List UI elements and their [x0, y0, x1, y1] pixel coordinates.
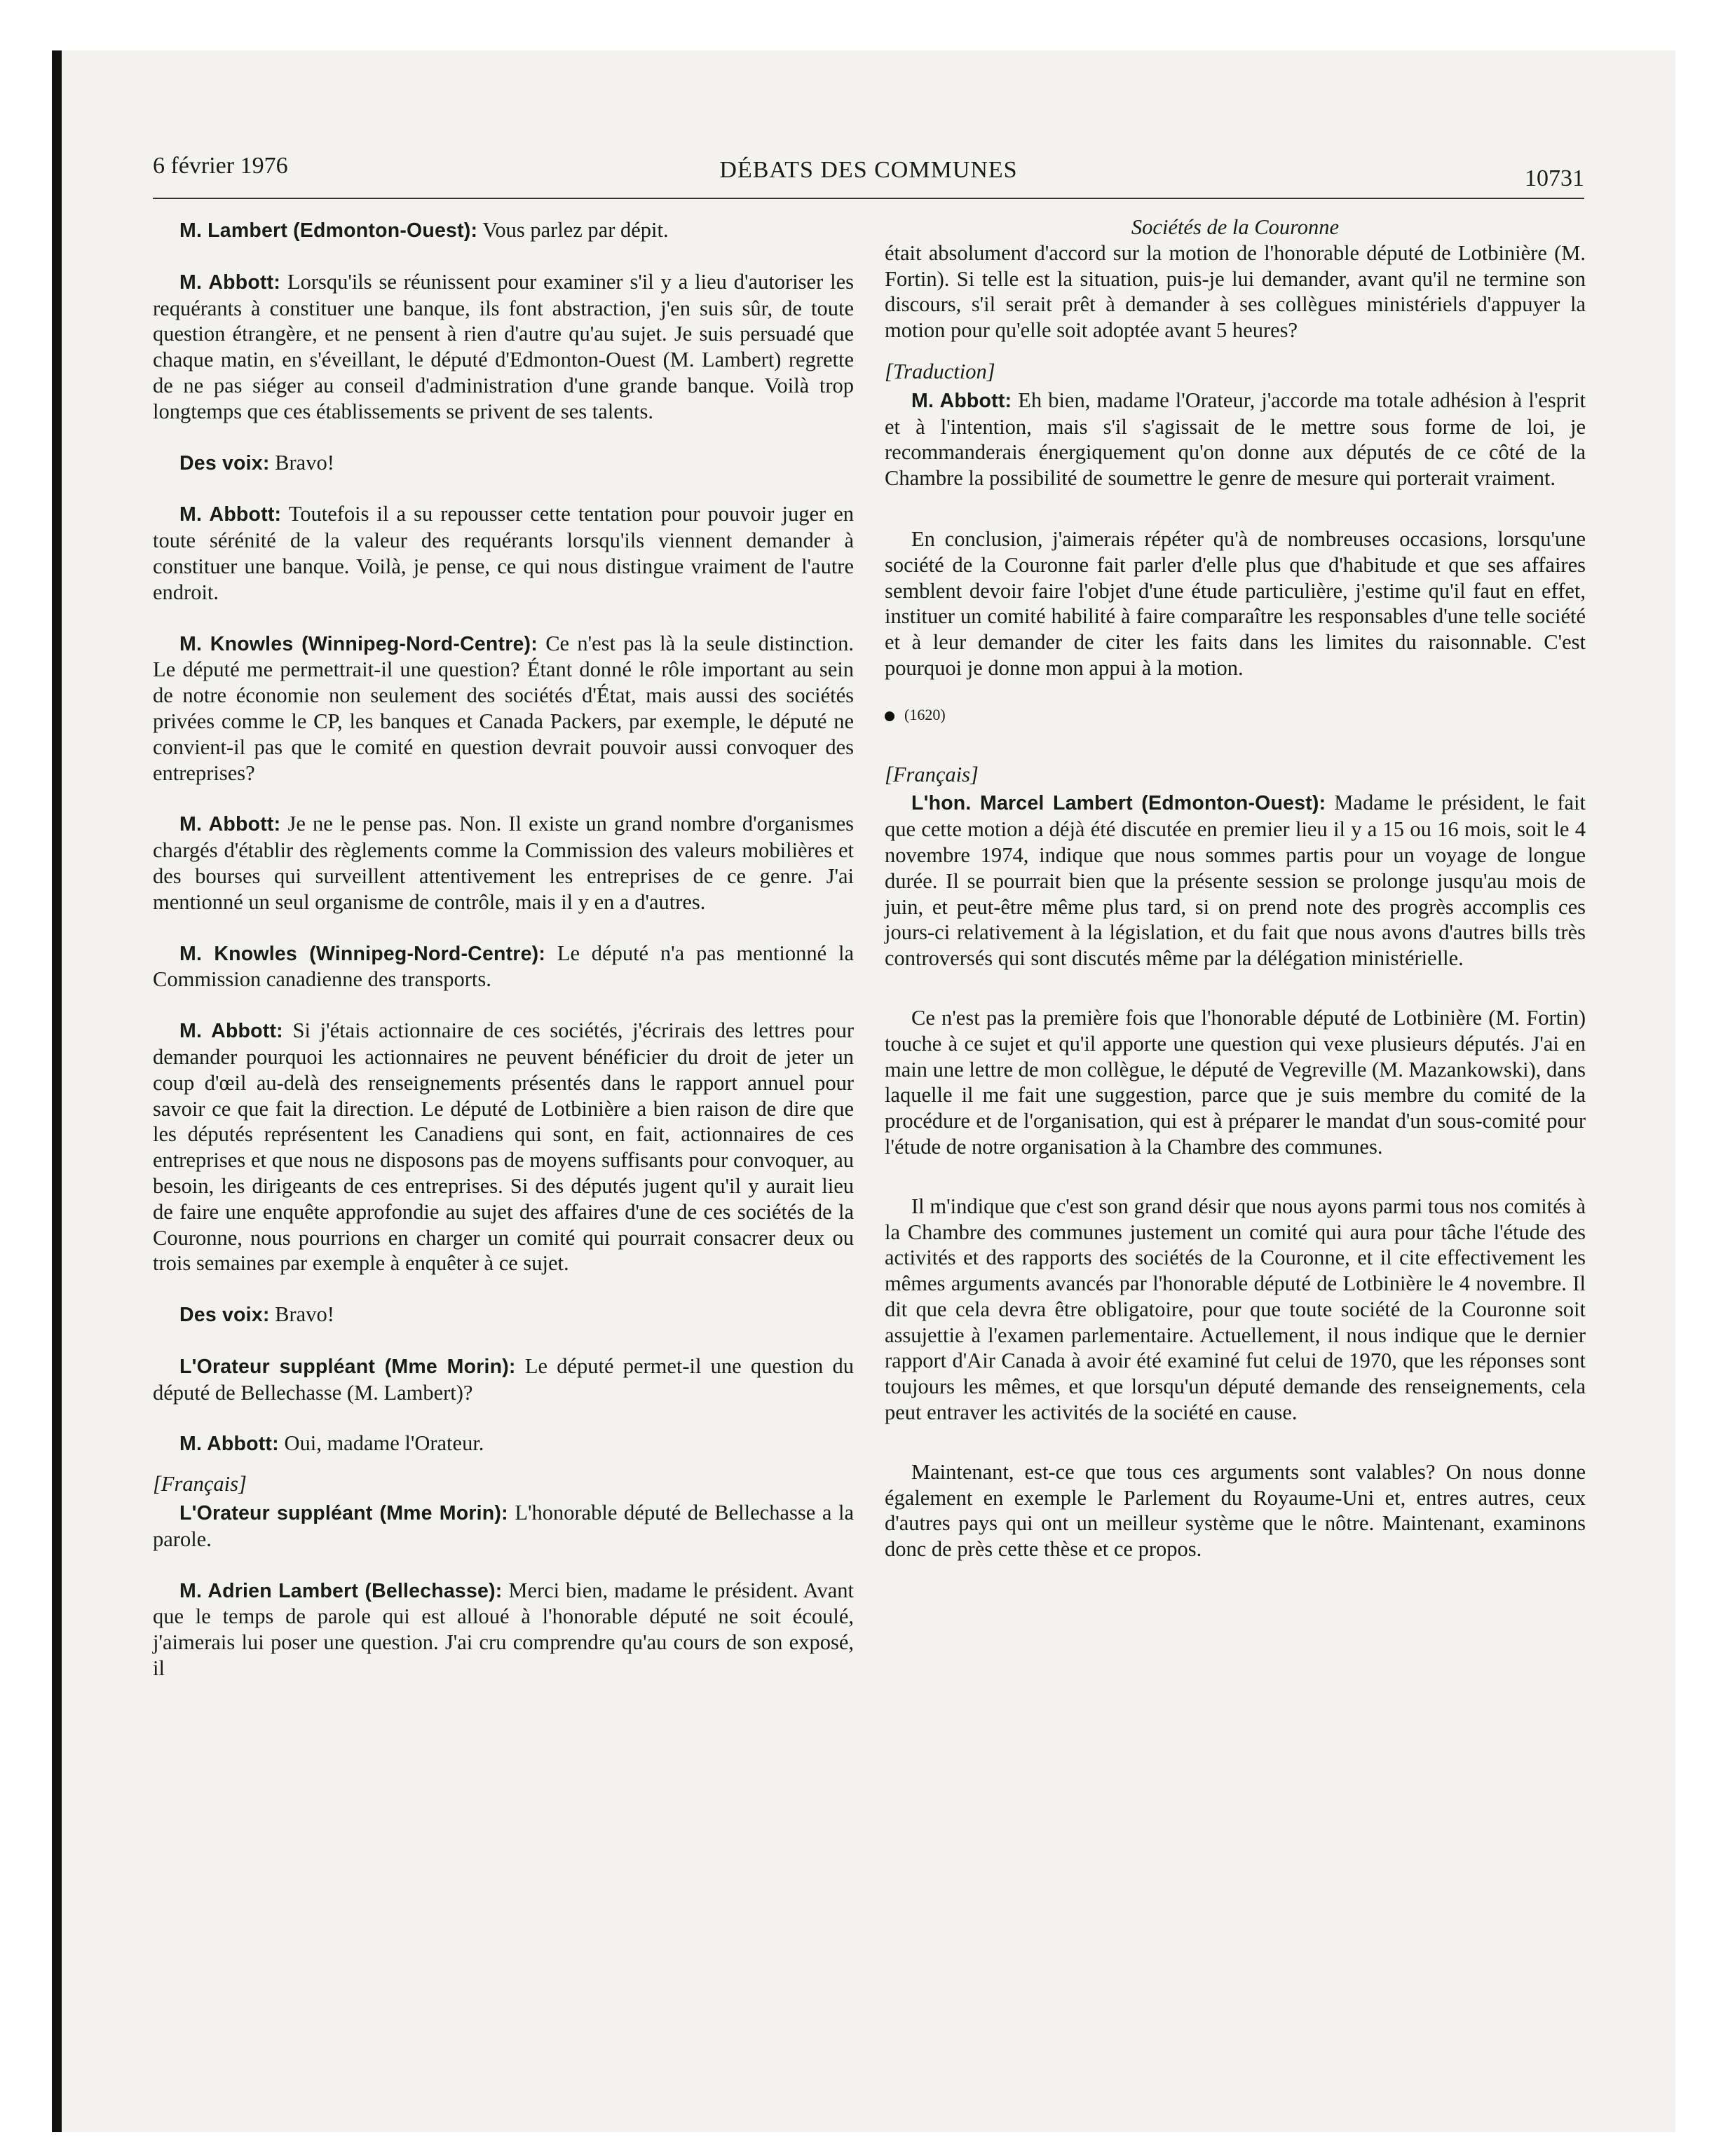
paragraph: [885, 388, 1586, 491]
speech-text: était absolument d'accord sur la motion de l'honorable député de Lotbinière (M. Fortin). Si telle est la situation, puis-je lui demander, avant qu'il ne termine son discours, s'il serait prêt à demander à ses collègues ministériels d'appuyer la motion pour qu'elle soit adoptée avant 5 heures?: [885, 240, 1586, 343]
language-tag: [Français]: [885, 762, 979, 786]
speaker-name: M. Abbott:: [911, 389, 1012, 412]
speaker-name: M. Knowles (Winnipeg-Nord-Centre):: [179, 942, 546, 965]
speaker-name: M. Abbott:: [179, 271, 281, 294]
speech-text: Le député permet-il une question du député de Bellechasse (M. Lambert)?: [153, 1353, 854, 1405]
paragraph: [153, 450, 854, 477]
speech-text: Madame le président, le fait que cette motion a déjà été discutée en premier lieu il y a 15 ou 16 mois, soit le 4 novembre 1974, indique que nous sommes partis pour un voyage de longue durée. Il se pourrait bien que la présente session se prolonge jusqu'au mois de juin, et peut-être même plus tard, si on prend note des progrès accomplis ces jours-ci relativement à la législation, et du fait que nous avons d'autres bills très controversés qui sont discutés même par la délégation ministérielle.: [885, 791, 1586, 971]
paragraph: [153, 1431, 854, 1457]
speaker-name: Des voix:: [179, 451, 270, 475]
right-column: [885, 214, 1586, 1562]
paragraph: [153, 631, 854, 786]
speaker-name: M. Abbott:: [179, 503, 282, 526]
speech-text: L'honorable député de Bellechasse a la parole.: [153, 1501, 855, 1551]
speech-text: Bravo!: [269, 450, 334, 475]
paragraph: [885, 1459, 1586, 1562]
paragraph: [153, 811, 854, 915]
speech-text: Oui, madame l'Orateur.: [278, 1431, 484, 1456]
paragraph: [153, 1353, 854, 1406]
speech-text: Maintenant, est-ce que tous ces arguments sont valables? On nous donne également en exemple le Parlement du Royaume-Uni et, entres autres, ceux d'autres pays qui ont un meilleur système que le nôtre. Maintenant, examinons donc de près cette thèse et ce propos.: [885, 1459, 1586, 1562]
speaker-name: M. Abbott:: [179, 1433, 279, 1456]
speech-text: En conclusion, j'aimerais répéter qu'à de nombreuses occasions, lorsqu'une société de la Couronne fait parler d'elle plus que d'habitude et que ses affaires semblent devoir faire l'objet d'une étude particulière, j'estime qu'il faut en effet, instituer un comité habilité à faire comparaître les responsables d'une telle société et à leur demander de citer les faits dans les limites du raisonnable. C'est pourquoi je donne mon appui à la motion.: [885, 526, 1586, 680]
paragraph: [885, 1194, 1586, 1426]
paragraph: [885, 240, 1586, 343]
speaker-name: L'Orateur suppléant (Mme Morin):: [179, 1355, 516, 1378]
speaker-name: L'Orateur suppléant (Mme Morin):: [179, 1502, 508, 1525]
paragraph: [885, 1005, 1586, 1160]
paragraph: [153, 501, 854, 605]
speech-text: Vous parlez par dépit.: [477, 218, 669, 242]
speech-text: Je ne le pense pas. Non. Il existe un grand nombre d'organismes chargés d'établir des règlements comme la Commission des valeurs mobilières et des bourses qui surveillent attentivement les entreprises de ce genre. J'ai mentionné un seul organisme de contrôle, mais il y en a d'autres.: [153, 812, 854, 914]
page-header: [153, 153, 1584, 199]
speaker-name: M. Lambert (Edmonton-Ouest):: [179, 219, 478, 242]
running-title: Sociétés de la Couronne: [1131, 215, 1340, 239]
time-stamp: (1620): [904, 705, 946, 723]
speech-text: Merci bien, madame le président. Avant que le temps de parole qui est alloué à l'honorable député ne soit écoulé, j'aimerais lui poser une question. J'ai cru comprendre qu'au cours de son exposé, il: [153, 1578, 854, 1681]
speech-text: Ce n'est pas la première fois que l'honorable député de Lotbinière (M. Fortin) touche à ce sujet et qu'il apporte une question qui vexe plusieurs députés. J'ai en main une lettre de mon collègue, le député de Vegreville (M. Mazankowski), dans laquelle il me fait une suggestion, parce que je suis membre du comité de la procédure et de l'organisation, qui est à préparer le mandat d'un sous-comité pour l'étude de notre organisation à la Chambre des communes.: [885, 1005, 1586, 1159]
scan-edge: [52, 50, 62, 2132]
paragraph: [153, 1018, 854, 1276]
header-journal-title: DÉBATS DES COMMUNES: [719, 157, 1018, 183]
speech-text: Lorsqu'ils se réunissent pour examiner s'il y a lieu d'autoriser les requérants à constituer une banque, ils font abstraction, j'en suis sûr, de toute question étrangère, et ne pensent à rien d'autre qu'au sujet. Je suis persuadé que chaque matin, en s'éveillant, le député d'Edmonton-Ouest (M. Lambert) regrette de ne pas siéger au conseil d'administration d'une grande banque. Voilà trop longtemps que ces établissements se privent de ses talents.: [153, 269, 854, 423]
header-date: 6 février 1976: [153, 153, 288, 179]
paragraph: [885, 526, 1586, 681]
left-column: [153, 217, 854, 1681]
speaker-name: Des voix:: [179, 1304, 270, 1327]
paragraph: [153, 941, 854, 993]
time-marker: [885, 702, 1586, 728]
speech-text: Eh bien, madame l'Orateur, j'accorde ma totale adhésion à l'esprit et à l'intention, mais s'il s'agissait de le mettre sous forme de loi, je recommanderais énergiquement qu'on donne aux députés de ce côté de la Chambre la possibilité de soumettre le genre de mesure qui porterait vraiment.: [885, 388, 1586, 491]
speech-text: Toutefois il a su repousser cette tentation pour pouvoir juger en toute sérénité de la valeur des requérants lorsqu'ils viennent demander à constituer une banque. Voilà, je pense, ce qui nous distingue vraiment de l'autre endroit.: [153, 502, 854, 604]
bullet-dot: [885, 711, 894, 721]
speech-text: Si j'étais actionnaire de ces sociétés, j'écrirais des lettres pour demander pourquoi les actionnaires ne peuvent bénéficier du droit de jeter un coup d'œil au-delà des renseignements présentés dans le rapport annuel pour savoir ce que fait la direction. Le député de Lotbinière a bien raison de dire que les députés représentent les Canadiens qui sont, en fait, actionnaires de ces entreprises et que nous ne disposons pas de moyens suffisants pour convoquer, au besoin, les dirigeants de ces entreprises. Si des députés jugent qu'il y aurait lieu de faire une enquête approfondie au sujet des affaires d'une de ces sociétés de la Couronne, nous pourrions en charger un comité qui pourrait consacrer deux ou trois semaines par exemple à enquêter à ce sujet.: [153, 1018, 854, 1276]
language-tag: [Traduction]: [885, 359, 995, 383]
paragraph: [885, 790, 1586, 971]
paragraph: [153, 1302, 854, 1328]
speaker-name: M. Abbott:: [179, 813, 281, 836]
paragraph: [153, 269, 854, 425]
language-tag: [Français]: [153, 1472, 247, 1496]
speech-text: Ce n'est pas là la seule distinction. Le député me permettrait-il une question? Étant donné le rôle important au sein de notre économie non seulement des sociétés d'État, mais aussi des sociétés privées comme le CP, les banques et Canada Packers, par exemple, le député ne convient-il pas que le comité en question devrait pouvoir aussi convoquer des entreprises?: [153, 631, 854, 785]
speaker-name: L'hon. Marcel Lambert (Edmonton-Ouest):: [911, 792, 1326, 815]
paragraph: [153, 1578, 854, 1681]
speaker-name: M. Adrien Lambert (Bellechasse):: [179, 1579, 503, 1602]
speaker-name: M. Abbott:: [179, 1020, 283, 1043]
speech-text: Il m'indique que c'est son grand désir que nous ayons parmi tous nos comités à la Chambre des communes justement un comité qui aura pour tâche l'étude des activités et des rapports des sociétés de la Couronne, et il cite effectivement les mêmes arguments avancés par l'honorable député de Lotbinière le 4 novembre. Il dit que cela devra être obligatoire, pour que toute société de la Couronne soit assujettie à l'examen parlementaire. Actuellement, il nous indique que le dernier rapport d'Air Canada à avoir été examiné fut celui de 1970, que les réponses sont toujours les mêmes, et que lorsqu'un député demande des renseignements, cela peut entraver les activités de la société en cause.: [885, 1194, 1586, 1425]
speech-text: Bravo!: [269, 1302, 334, 1327]
speech-text: Le député n'a pas mentionné la Commission canadienne des transports.: [153, 941, 854, 992]
speaker-name: M. Knowles (Winnipeg-Nord-Centre):: [179, 632, 538, 655]
header-page-number: 10731: [1525, 165, 1584, 191]
paragraph: [153, 217, 854, 244]
paragraph: [153, 1500, 854, 1553]
